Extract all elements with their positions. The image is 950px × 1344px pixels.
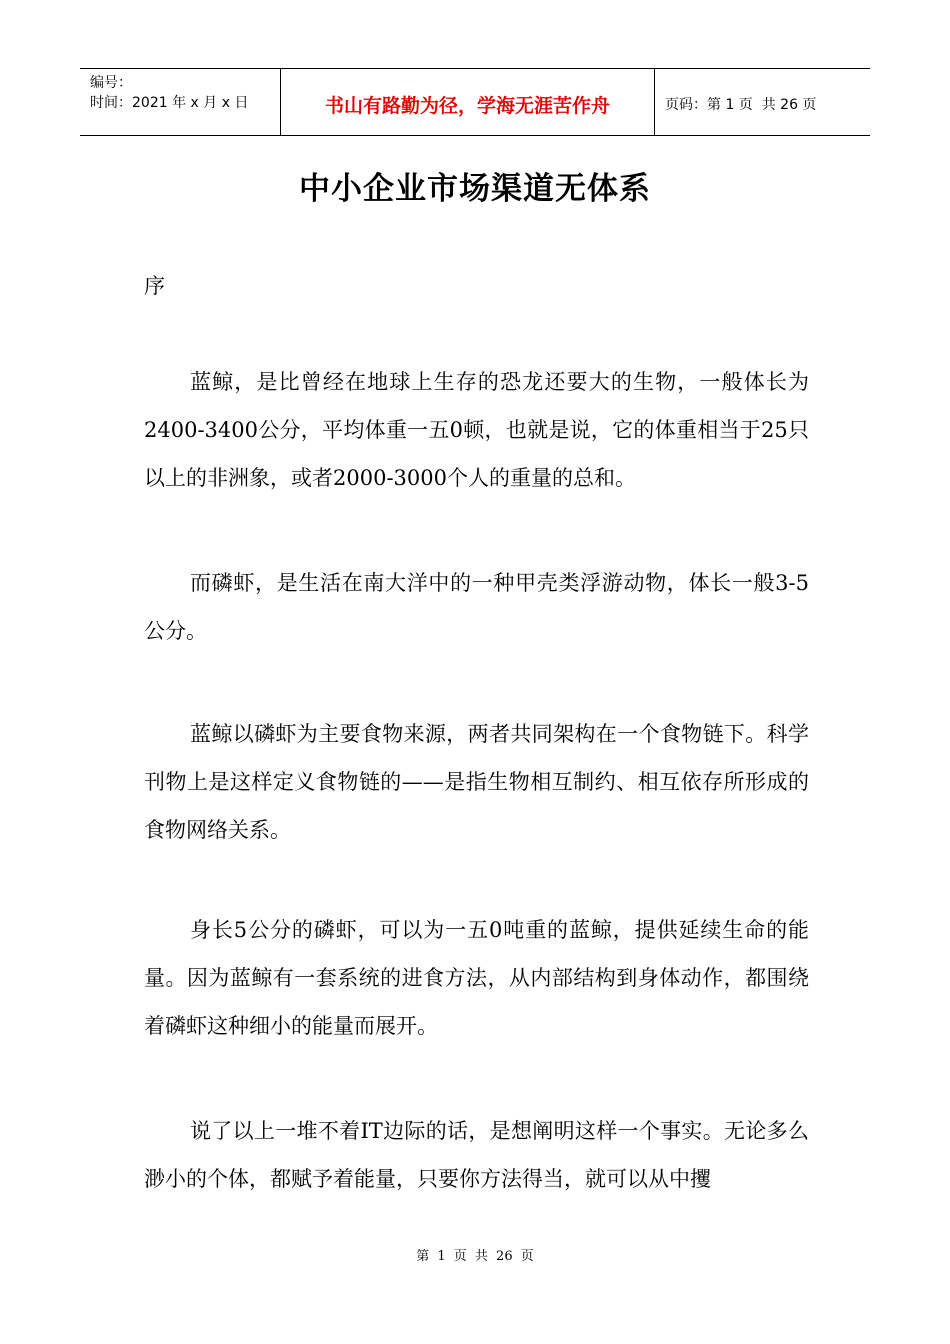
paragraph-2: 而磷虾，是生活在南大洋中的一种甲壳类浮游动物，体长一般3-5公分。 — [144, 571, 809, 643]
header-motto: 书山有路勤为径，学海无涯苦作舟 — [324, 94, 610, 117]
paragraph-1: 蓝鲸，是比曾经在地球上生存的恐龙还要大的生物，一般体长为2400-3400公分，平均体重一五0顿，也就是说，它的体重相当于25只以上的非洲象，或者2000-3000个人的重量的总和。 — [144, 370, 809, 490]
paragraph-3: 蓝鲸以磷虾为主要食物来源，两者共同架构在一个食物链下。科学刊物上是这样定义食物链的——是指生物相互制约、相互依存所形成的食物网络关系。 — [144, 722, 809, 842]
document-date: 时间：2021 年 x 月 x 日 — [90, 95, 249, 111]
paragraph-4: 身长5公分的磷虾，可以为一五0吨重的蓝鲸，提供延续生命的能量。因为蓝鲸有一套系统的进食方法，从内部结构到身体动作，都围绕着磷虾这种细小的能量而展开。 — [144, 918, 809, 1038]
page-footer: 第 1 页 共 26 页 — [416, 1249, 534, 1264]
header-meta-cell — [80, 69, 281, 135]
document-number-label: 编号： — [90, 75, 132, 91]
section-label-preface: 序 — [144, 274, 165, 298]
header-page-info: 页码：第 1 页 共 26 页 — [665, 97, 817, 113]
header-page-cell — [655, 69, 870, 135]
paragraph-5: 说了以上一堆不着IT边际的话，是想阐明这样一个事实。无论多么渺小的个体，都赋予着能量，只要你方法得当，就可以从中攫 — [144, 1119, 809, 1191]
header-motto-cell — [281, 69, 655, 135]
document-title: 中小企业市场渠道无体系 — [299, 171, 651, 207]
document-header — [80, 68, 870, 136]
